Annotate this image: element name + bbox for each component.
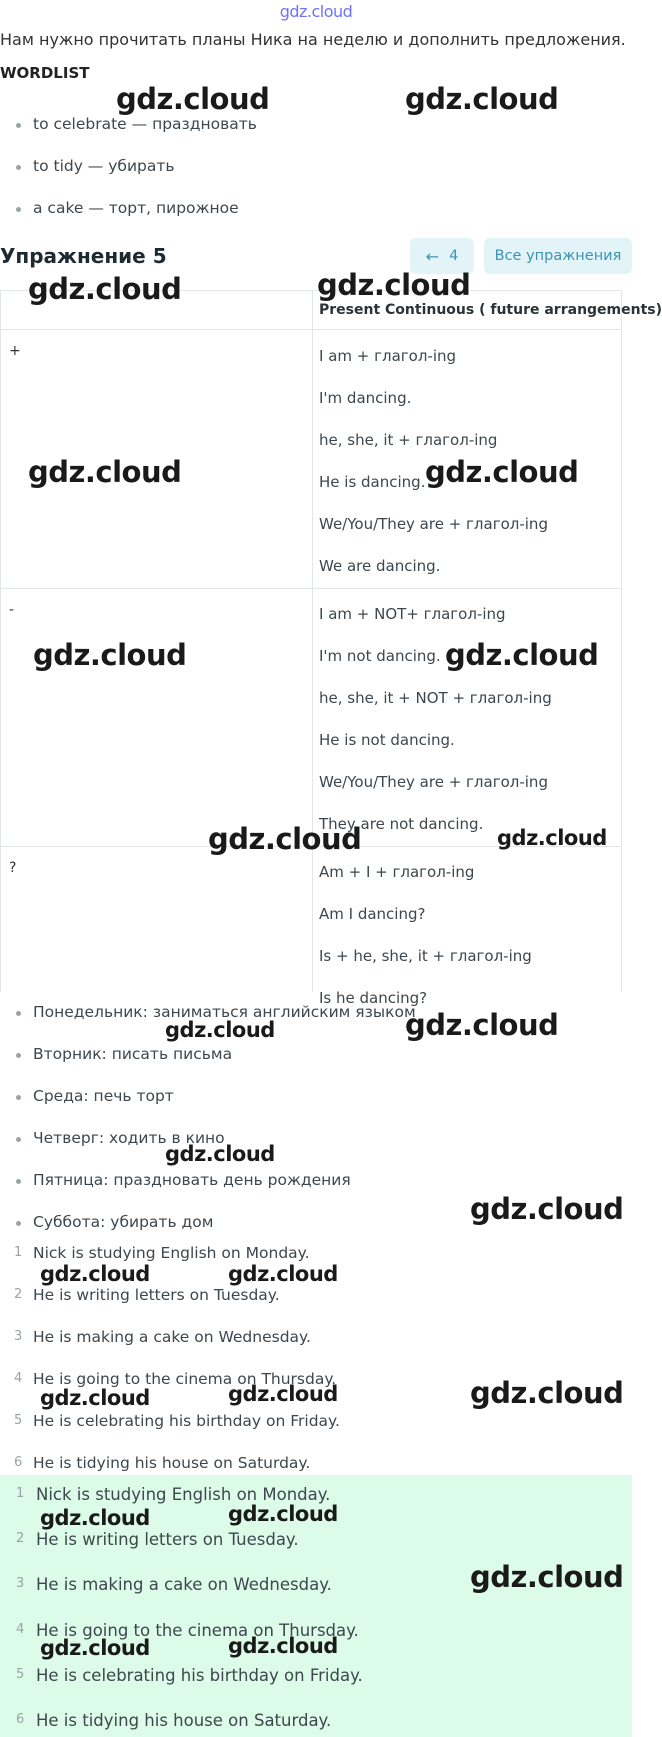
table-sign: + [9,343,21,359]
table-header: Present Continuous ( future arrangements) [319,302,662,318]
table-cell-line: I'm not dancing. [319,647,441,665]
bullet-dot-icon [16,123,21,128]
watermark: gdz.cloud [425,455,579,489]
table-cell-line: He is not dancing. [319,731,455,749]
watermark: gdz.cloud [317,268,471,302]
table-cell-line: He is dancing. [319,473,426,491]
table-cell-line: They are not dancing. [319,815,484,833]
arrow-left-icon: ← [425,246,440,266]
table-cell-line: Is he dancing? [319,989,428,1007]
bullet-dot-icon [16,207,21,212]
exercise-heading: Упражнение 5 [0,244,167,268]
watermark: gdz.cloud [497,826,607,850]
table-column-divider [312,291,313,992]
bullet-dot-icon [16,1221,21,1226]
bullet-dot-icon [16,1095,21,1100]
watermark: gdz.cloud [228,1634,338,1658]
watermark: gdz.cloud [470,1376,624,1410]
watermark: gdz.cloud [33,638,187,672]
watermark: gdz.cloud [40,1506,150,1530]
table-sign: ? [9,860,17,876]
watermark: gdz.cloud [470,1192,624,1226]
watermark: gdz.cloud [228,1262,338,1286]
all-exercises-button[interactable]: Все упражнения [484,238,632,274]
watermark: gdz.cloud [165,1142,275,1166]
watermark: gdz.cloud [228,1502,338,1526]
table-border [621,291,622,992]
bullet-dot-icon [16,1053,21,1058]
watermark: gdz.cloud [40,1386,150,1410]
table-cell-line: he, she, it + глагол-ing [319,431,498,449]
bullet-dot-icon [16,1011,21,1016]
watermark: gdz.cloud [228,1382,338,1406]
watermark: gdz.cloud [28,272,182,306]
table-cell-line: We are dancing. [319,557,441,575]
watermark: gdz.cloud [405,82,559,116]
table-cell-line: Am I dancing? [319,905,426,923]
table-cell-line: I am + NOT+ глагол-ing [319,605,506,623]
table-cell-line: I am + глагол-ing [319,347,457,365]
table-cell-line: We/You/They are + глагол-ing [319,773,548,791]
table-row-divider [1,329,622,330]
table-cell-line: he, she, it + NOT + глагол-ing [319,689,552,707]
watermark: gdz.cloud [445,638,599,672]
table-cell-line: I'm dancing. [319,389,412,407]
site-logo[interactable]: gdz.cloud [279,2,353,21]
prev-exercise-label: 4 [449,248,459,264]
bullet-dot-icon [16,165,21,170]
page: gdz.cloud Нам нужно прочитать планы Ника на неделю и дополнить предложения. WORDLIST to celebrate — праздновать to tidy — убирать a cake — торт, пирожное Упражнение 5 ← 4 Все упражнения Present Continuous ( future arrangements) + I am + глагол-ing I'm dancing. he, she, it + глагол-ing He is dancing. We/You/They are + глагол-ing We are dancing. - I am + NOT+ глагол-ing I'm not dancing. he, she, it + NOT + глагол-ing He is not dancing. We/You/They are + глагол-ing They are not dancing. ? Am + I + глагол-ing Am I dancing? Is + he, she, it + глагол-ing Is he dancing? Понедельник: заниматься английским языком Вторник: писать письма Среда: печь торт Четверг: ходить в кино Пятница: праздновать день рождения Суббота: убирать дом 1 Nick is studying English on Monday. 2 He is writing letters on Tuesday. 3 He is making a cake on Wednesday. 4 He is going to the cinema on Thursday. 5 He is celebrating his birthday on Friday. 6 He is tidying his house on Saturday. 1 Nick is studying English on Monday. 2 He is writing letters on Tuesday. 3 He is making a cake on Wednesday. 4 He is going to the cinema on Thursday. 5 He is celebrating his birthday on Friday. 6 He is tidying his house on Saturday. gdz.cloud gdz.cloud gdz.cloud gdz.cloud gdz.cloud gdz.cloud gdz.cloud gdz.cloud gdz.cloud gdz.cloud gdz.cloud gdz.cloud gdz.cloud gdz.cloud gdz.cloud gdz.cloud gdz.cloud gdz.cloud gdz.cloud gdz.cloud gdz.cloud gdz.cloud gdz.cloud gdz.cloud [0,0,632,1737]
table-cell-line: We/You/They are + глагол-ing [319,515,548,533]
watermark: gdz.cloud [405,1008,559,1042]
bullet-dot-icon [16,1137,21,1142]
intro-text: Нам нужно прочитать планы Ника на неделю и дополнить предложения. [0,30,626,49]
watermark: gdz.cloud [116,82,270,116]
table-cell-line: Is + he, she, it + глагол-ing [319,947,532,965]
table-cell-line: Am + I + глагол-ing [319,863,475,881]
watermark: gdz.cloud [40,1636,150,1660]
bullet-dot-icon [16,1179,21,1184]
table-sign: - [9,602,15,618]
wordlist-heading: WORDLIST [0,64,90,82]
watermark: gdz.cloud [40,1262,150,1286]
watermark: gdz.cloud [28,455,182,489]
table-row-divider [1,588,622,589]
watermark: gdz.cloud [208,822,362,856]
watermark: gdz.cloud [165,1018,275,1042]
answer-box: 1 Nick is studying English on Monday. 2 He is writing letters on Tuesday. 3 He is making a cake on Wednesday. 4 He is going to the cinema on Thursday. 5 He is celebrating his birthday on Friday. 6 He is tidying his house on Saturday. [0,1475,632,1737]
watermark: gdz.cloud [470,1560,624,1594]
